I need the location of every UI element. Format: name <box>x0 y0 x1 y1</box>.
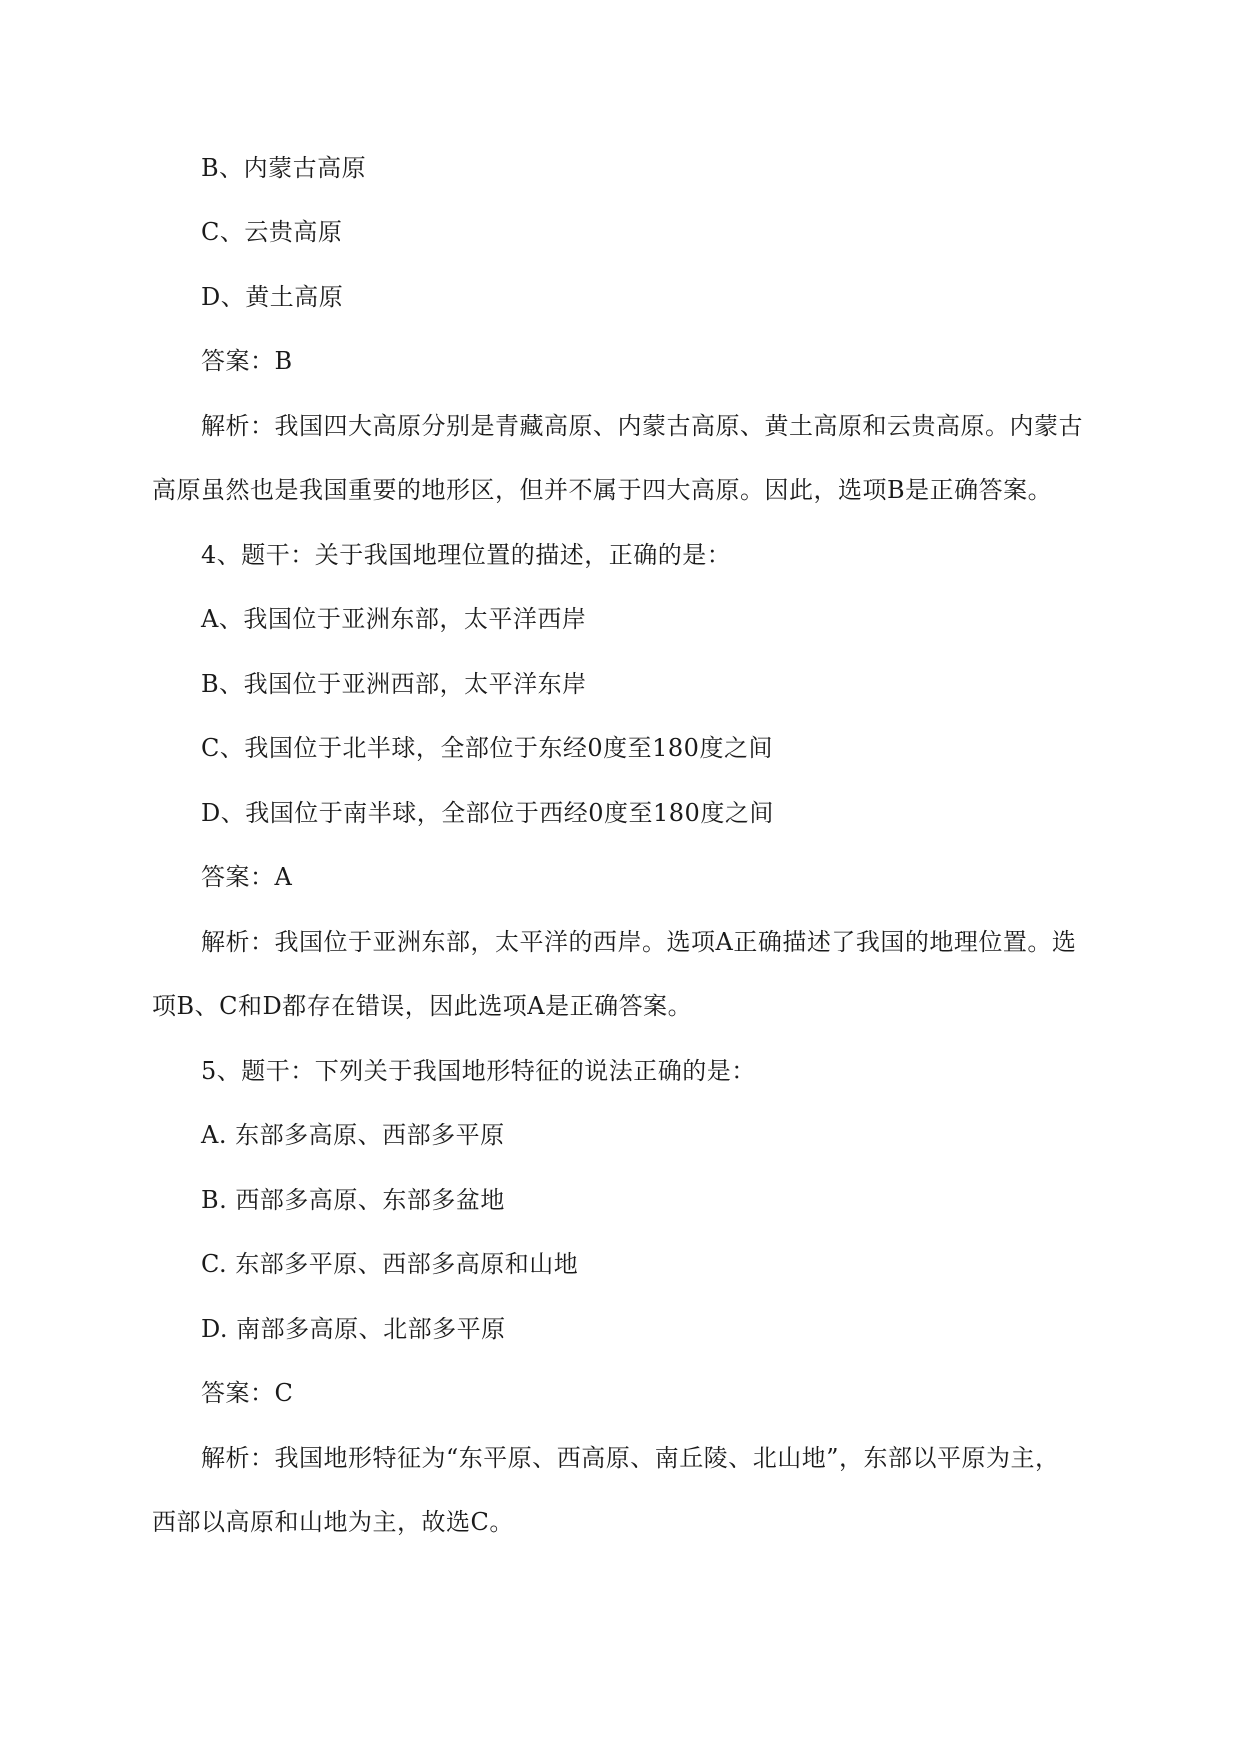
q4-answer: 答案：A <box>201 863 293 891</box>
q3-option-c: C、云贵高原 <box>201 218 343 246</box>
q5-explanation-line-2: 西部以高原和山地为主，故选C。 <box>152 1508 514 1536</box>
q3-option-d: D、黄土高原 <box>201 283 344 311</box>
q5-explanation-line-1: 解析：我国地形特征为“东平原、西高原、南丘陵、北山地”，东部以平原为主， <box>201 1444 1060 1472</box>
q4-explanation-line-1: 解析：我国位于亚洲东部，太平洋的西岸。选项A正确描述了我国的地理位置。选 <box>201 928 1077 956</box>
q4-option-a: A、我国位于亚洲东部，太平洋西岸 <box>201 605 587 633</box>
q3-answer: 答案：B <box>201 347 293 375</box>
q4-option-b: B、我国位于亚洲西部，太平洋东岸 <box>201 670 587 698</box>
q3-explanation-line-2: 高原虽然也是我国重要的地形区，但并不属于四大高原。因此，选项B是正确答案。 <box>152 476 1053 504</box>
q5-option-c: C. 东部多平原、西部多高原和山地 <box>201 1250 579 1278</box>
q4-option-c: C、我国位于北半球，全部位于东经0度至180度之间 <box>201 734 773 762</box>
q5-stem: 5、题干：下列关于我国地形特征的说法正确的是： <box>201 1057 756 1085</box>
q4-stem: 4、题干：关于我国地理位置的描述，正确的是： <box>201 541 732 569</box>
q4-explanation-line-2: 项B、C和D都存在错误，因此选项A是正确答案。 <box>152 992 693 1020</box>
q3-option-b: B、内蒙古高原 <box>201 154 367 182</box>
q5-option-d: D. 南部多高原、北部多平原 <box>201 1315 506 1343</box>
q3-explanation-line-1: 解析：我国四大高原分别是青藏高原、内蒙古高原、黄土高原和云贵高原。内蒙古 <box>201 412 1083 440</box>
q5-answer: 答案：C <box>201 1379 294 1407</box>
q4-option-d: D、我国位于南半球，全部位于西经0度至180度之间 <box>201 799 774 827</box>
q5-option-b: B. 西部多高原、东部多盆地 <box>201 1186 505 1214</box>
q5-option-a: A. 东部多高原、西部多平原 <box>201 1121 505 1149</box>
